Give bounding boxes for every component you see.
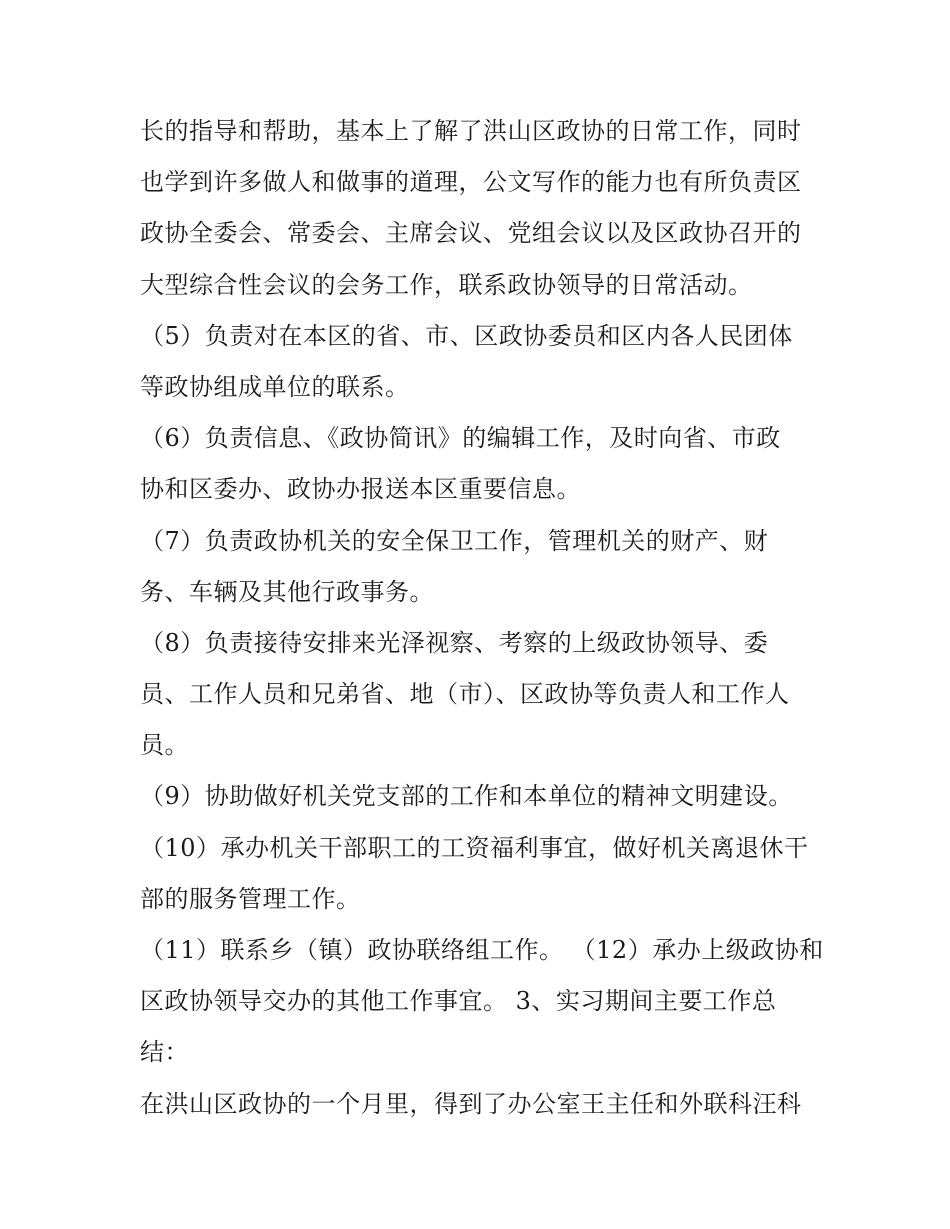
text-line: 区政协领导交办的其他工作事宜。 3、实习期间主要工作总	[140, 987, 777, 1016]
text-line: （10）承办机关干部职工的工资福利事宜，做好机关离退休干	[140, 833, 809, 862]
text-line: （8）负责接待安排来光泽视察、考察的上级政协领导、委	[140, 628, 769, 657]
text-line: 员、工作人员和兄弟省、地（市）、区政协等负责人和工作人	[140, 680, 790, 709]
text-line: 长的指导和帮助，基本上了解了洪山区政协的日常工作，同时	[140, 117, 802, 145]
text-line: （6）负责信息、《政协简讯》的编辑工作，及时向省、市政	[140, 424, 781, 453]
text-line: 协和区委办、政协办报送本区重要信息。	[140, 475, 581, 504]
text-line: 部的服务管理工作。	[140, 884, 361, 913]
text-line: （9）协助做好机关党支部的工作和本单位的精神文明建设。	[140, 782, 793, 811]
text-line: 在洪山区政协的一个月里，得到了办公室王主任和外联科汪科	[140, 1089, 802, 1118]
text-line: 等政协组成单位的联系。	[140, 372, 410, 401]
text-line: （11）联系乡（镇）政协联络组工作。 （12）承办上级政协和	[140, 936, 824, 964]
text-line: （5）负责对在本区的省、市、区政协委员和区内各人民团体	[140, 321, 793, 350]
text-line: 政协全委会、常委会、主席会议、党组会议以及区政协召开的	[140, 219, 802, 248]
text-line: 结：	[140, 1038, 189, 1067]
text-line: 务、车辆及其他行政事务。	[140, 577, 434, 606]
text-line: （7）负责政协机关的安全保卫工作，管理机关的财产、财	[140, 526, 769, 555]
text-line: 员。	[140, 731, 189, 760]
document-body	[140, 106, 824, 1130]
text-line: 也学到许多做人和做事的道理，公文写作的能力也有所负责区	[140, 168, 802, 197]
text-line: 大型综合性会议的会务工作，联系政协领导的日常活动。	[140, 270, 753, 299]
